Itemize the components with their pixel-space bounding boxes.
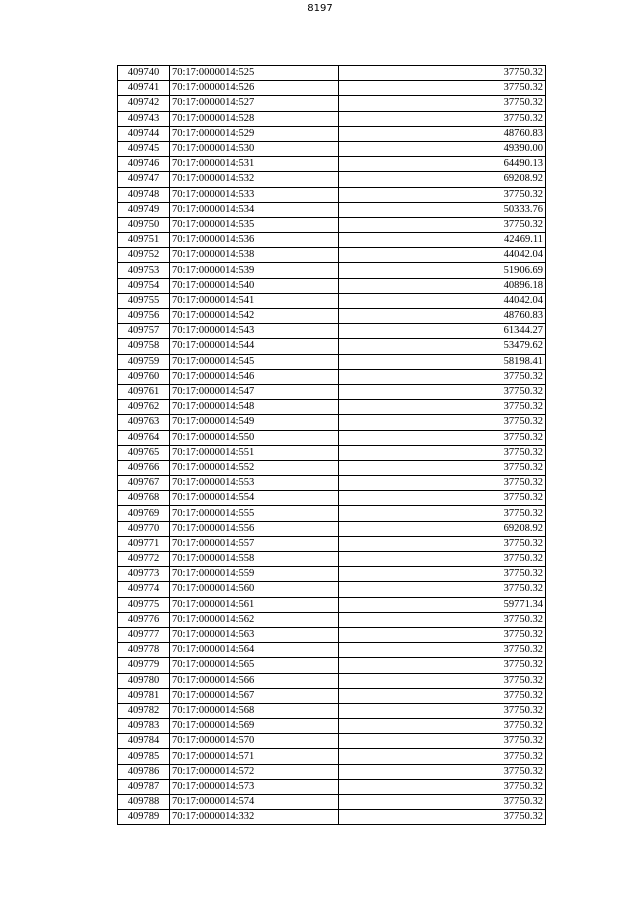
table-row [118, 582, 546, 597]
cadastral-number-cell: 70:17:0000014:532 [170, 172, 339, 187]
cadastral-number-cell: 70:17:0000014:555 [170, 506, 339, 521]
table-row [118, 476, 546, 491]
cadastral-number-cell: 70:17:0000014:535 [170, 217, 339, 232]
table-row [118, 749, 546, 764]
cadastral-number-cell: 70:17:0000014:552 [170, 460, 339, 475]
table-row [118, 81, 546, 96]
table-row [118, 506, 546, 521]
value-cell: 37750.32 [339, 81, 546, 96]
row-id-cell: 409776 [118, 612, 170, 627]
table-row [118, 673, 546, 688]
row-id-cell: 409765 [118, 445, 170, 460]
value-cell: 50333.76 [339, 202, 546, 217]
row-id-cell: 409745 [118, 141, 170, 156]
cadastral-number-cell: 70:17:0000014:554 [170, 491, 339, 506]
value-cell: 64490.13 [339, 157, 546, 172]
table-row [118, 217, 546, 232]
value-cell: 49390.00 [339, 141, 546, 156]
row-id-cell: 409778 [118, 643, 170, 658]
row-id-cell: 409782 [118, 703, 170, 718]
value-cell: 44042.04 [339, 293, 546, 308]
cadastral-number-cell: 70:17:0000014:530 [170, 141, 339, 156]
value-cell: 37750.32 [339, 445, 546, 460]
cadastral-number-cell: 70:17:0000014:553 [170, 476, 339, 491]
table-row [118, 430, 546, 445]
value-cell: 37750.32 [339, 795, 546, 810]
table-row [118, 202, 546, 217]
row-id-cell: 409764 [118, 430, 170, 445]
value-cell: 42469.11 [339, 233, 546, 248]
value-cell: 69208.92 [339, 521, 546, 536]
cadastral-number-cell: 70:17:0000014:565 [170, 658, 339, 673]
cadastral-number-cell: 70:17:0000014:543 [170, 324, 339, 339]
row-id-cell: 409743 [118, 111, 170, 126]
table-row [118, 795, 546, 810]
cadastral-number-cell: 70:17:0000014:556 [170, 521, 339, 536]
table-row [118, 521, 546, 536]
row-id-cell: 409775 [118, 597, 170, 612]
cadastral-number-cell: 70:17:0000014:548 [170, 400, 339, 415]
table-row [118, 339, 546, 354]
row-id-cell: 409756 [118, 309, 170, 324]
row-id-cell: 409761 [118, 384, 170, 399]
cadastral-number-cell: 70:17:0000014:574 [170, 795, 339, 810]
value-cell: 37750.32 [339, 612, 546, 627]
table-row [118, 141, 546, 156]
cadastral-number-cell: 70:17:0000014:526 [170, 81, 339, 96]
row-id-cell: 409772 [118, 552, 170, 567]
value-cell: 37750.32 [339, 536, 546, 551]
cadastral-number-cell: 70:17:0000014:542 [170, 309, 339, 324]
row-id-cell: 409785 [118, 749, 170, 764]
row-id-cell: 409742 [118, 96, 170, 111]
value-cell: 37750.32 [339, 582, 546, 597]
row-id-cell: 409740 [118, 66, 170, 81]
value-cell: 37750.32 [339, 460, 546, 475]
table-row [118, 233, 546, 248]
value-cell: 37750.32 [339, 810, 546, 825]
row-id-cell: 409780 [118, 673, 170, 688]
cadastral-number-cell: 70:17:0000014:528 [170, 111, 339, 126]
table-row [118, 96, 546, 111]
row-id-cell: 409773 [118, 567, 170, 582]
cadastral-number-cell: 70:17:0000014:550 [170, 430, 339, 445]
row-id-cell: 409750 [118, 217, 170, 232]
row-id-cell: 409774 [118, 582, 170, 597]
cadastral-number-cell: 70:17:0000014:564 [170, 643, 339, 658]
cadastral-number-cell: 70:17:0000014:536 [170, 233, 339, 248]
cadastral-number-cell: 70:17:0000014:539 [170, 263, 339, 278]
row-id-cell: 409758 [118, 339, 170, 354]
row-id-cell: 409777 [118, 627, 170, 642]
row-id-cell: 409759 [118, 354, 170, 369]
table-row [118, 491, 546, 506]
table-row [118, 810, 546, 825]
value-cell: 37750.32 [339, 415, 546, 430]
table-row [118, 597, 546, 612]
row-id-cell: 409766 [118, 460, 170, 475]
table-row [118, 734, 546, 749]
row-id-cell: 409753 [118, 263, 170, 278]
table-row [118, 172, 546, 187]
row-id-cell: 409760 [118, 369, 170, 384]
cadastral-number-cell: 70:17:0000014:529 [170, 126, 339, 141]
row-id-cell: 409741 [118, 81, 170, 96]
cadastral-number-cell: 70:17:0000014:538 [170, 248, 339, 263]
table-row [118, 779, 546, 794]
row-id-cell: 409771 [118, 536, 170, 551]
cadastral-number-cell: 70:17:0000014:544 [170, 339, 339, 354]
cadastral-number-cell: 70:17:0000014:563 [170, 627, 339, 642]
cadastral-number-cell: 70:17:0000014:533 [170, 187, 339, 202]
row-id-cell: 409769 [118, 506, 170, 521]
table-row [118, 263, 546, 278]
table-row [118, 400, 546, 415]
row-id-cell: 409751 [118, 233, 170, 248]
value-cell: 37750.32 [339, 96, 546, 111]
table-row [118, 111, 546, 126]
cadastral-number-cell: 70:17:0000014:549 [170, 415, 339, 430]
registry-table [117, 65, 546, 825]
table-row [118, 309, 546, 324]
cadastral-number-cell: 70:17:0000014:541 [170, 293, 339, 308]
cadastral-number-cell: 70:17:0000014:560 [170, 582, 339, 597]
page-number: 8197 [307, 3, 333, 14]
value-cell: 53479.62 [339, 339, 546, 354]
value-cell: 48760.83 [339, 309, 546, 324]
cadastral-number-cell: 70:17:0000014:527 [170, 96, 339, 111]
row-id-cell: 409755 [118, 293, 170, 308]
value-cell: 37750.32 [339, 491, 546, 506]
table-row [118, 658, 546, 673]
cadastral-number-cell: 70:17:0000014:525 [170, 66, 339, 81]
cadastral-number-cell: 70:17:0000014:540 [170, 278, 339, 293]
registry-table-body [118, 66, 546, 825]
table-row [118, 445, 546, 460]
row-id-cell: 409748 [118, 187, 170, 202]
cadastral-number-cell: 70:17:0000014:534 [170, 202, 339, 217]
row-id-cell: 409763 [118, 415, 170, 430]
cadastral-number-cell: 70:17:0000014:332 [170, 810, 339, 825]
row-id-cell: 409752 [118, 248, 170, 263]
cadastral-number-cell: 70:17:0000014:572 [170, 764, 339, 779]
cadastral-number-cell: 70:17:0000014:545 [170, 354, 339, 369]
table-row [118, 567, 546, 582]
value-cell: 37750.32 [339, 552, 546, 567]
row-id-cell: 409786 [118, 764, 170, 779]
row-id-cell: 409754 [118, 278, 170, 293]
table-row [118, 460, 546, 475]
cadastral-number-cell: 70:17:0000014:547 [170, 384, 339, 399]
row-id-cell: 409757 [118, 324, 170, 339]
value-cell: 37750.32 [339, 217, 546, 232]
cadastral-number-cell: 70:17:0000014:570 [170, 734, 339, 749]
cadastral-number-cell: 70:17:0000014:568 [170, 703, 339, 718]
table-row [118, 157, 546, 172]
table-row [118, 688, 546, 703]
value-cell: 37750.32 [339, 476, 546, 491]
value-cell: 59771.34 [339, 597, 546, 612]
table-row [118, 354, 546, 369]
value-cell: 37750.32 [339, 703, 546, 718]
table-row [118, 324, 546, 339]
value-cell: 37750.32 [339, 111, 546, 126]
table-row [118, 627, 546, 642]
table-row [118, 384, 546, 399]
value-cell: 37750.32 [339, 384, 546, 399]
value-cell: 44042.04 [339, 248, 546, 263]
row-id-cell: 409770 [118, 521, 170, 536]
cadastral-number-cell: 70:17:0000014:567 [170, 688, 339, 703]
row-id-cell: 409749 [118, 202, 170, 217]
value-cell: 37750.32 [339, 643, 546, 658]
row-id-cell: 409762 [118, 400, 170, 415]
row-id-cell: 409784 [118, 734, 170, 749]
table-row [118, 66, 546, 81]
cadastral-number-cell: 70:17:0000014:561 [170, 597, 339, 612]
cadastral-number-cell: 70:17:0000014:573 [170, 779, 339, 794]
value-cell: 37750.32 [339, 506, 546, 521]
value-cell: 58198.41 [339, 354, 546, 369]
table-row [118, 248, 546, 263]
cadastral-number-cell: 70:17:0000014:558 [170, 552, 339, 567]
value-cell: 37750.32 [339, 627, 546, 642]
table-row [118, 719, 546, 734]
row-id-cell: 409767 [118, 476, 170, 491]
table-row [118, 764, 546, 779]
row-id-cell: 409744 [118, 126, 170, 141]
value-cell: 37750.32 [339, 400, 546, 415]
value-cell: 69208.92 [339, 172, 546, 187]
row-id-cell: 409789 [118, 810, 170, 825]
table-row [118, 293, 546, 308]
value-cell: 37750.32 [339, 187, 546, 202]
cadastral-number-cell: 70:17:0000014:562 [170, 612, 339, 627]
table-row [118, 369, 546, 384]
cadastral-number-cell: 70:17:0000014:531 [170, 157, 339, 172]
value-cell: 51906.69 [339, 263, 546, 278]
table-row [118, 612, 546, 627]
table-row [118, 126, 546, 141]
value-cell: 37750.32 [339, 749, 546, 764]
cadastral-number-cell: 70:17:0000014:559 [170, 567, 339, 582]
table-row [118, 536, 546, 551]
value-cell: 37750.32 [339, 658, 546, 673]
row-id-cell: 409747 [118, 172, 170, 187]
row-id-cell: 409788 [118, 795, 170, 810]
cadastral-number-cell: 70:17:0000014:546 [170, 369, 339, 384]
value-cell: 37750.32 [339, 688, 546, 703]
table-row [118, 278, 546, 293]
table-row [118, 187, 546, 202]
value-cell: 37750.32 [339, 779, 546, 794]
cadastral-number-cell: 70:17:0000014:551 [170, 445, 339, 460]
table-row [118, 643, 546, 658]
table-row [118, 703, 546, 718]
value-cell: 37750.32 [339, 734, 546, 749]
row-id-cell: 409779 [118, 658, 170, 673]
value-cell: 37750.32 [339, 567, 546, 582]
value-cell: 37750.32 [339, 673, 546, 688]
cadastral-number-cell: 70:17:0000014:557 [170, 536, 339, 551]
value-cell: 37750.32 [339, 764, 546, 779]
row-id-cell: 409746 [118, 157, 170, 172]
row-id-cell: 409781 [118, 688, 170, 703]
row-id-cell: 409783 [118, 719, 170, 734]
table-row [118, 415, 546, 430]
value-cell: 61344.27 [339, 324, 546, 339]
value-cell: 48760.83 [339, 126, 546, 141]
row-id-cell: 409768 [118, 491, 170, 506]
row-id-cell: 409787 [118, 779, 170, 794]
value-cell: 37750.32 [339, 430, 546, 445]
value-cell: 37750.32 [339, 66, 546, 81]
value-cell: 40896.18 [339, 278, 546, 293]
cadastral-number-cell: 70:17:0000014:571 [170, 749, 339, 764]
cadastral-number-cell: 70:17:0000014:566 [170, 673, 339, 688]
cadastral-number-cell: 70:17:0000014:569 [170, 719, 339, 734]
value-cell: 37750.32 [339, 369, 546, 384]
table-row [118, 552, 546, 567]
value-cell: 37750.32 [339, 719, 546, 734]
